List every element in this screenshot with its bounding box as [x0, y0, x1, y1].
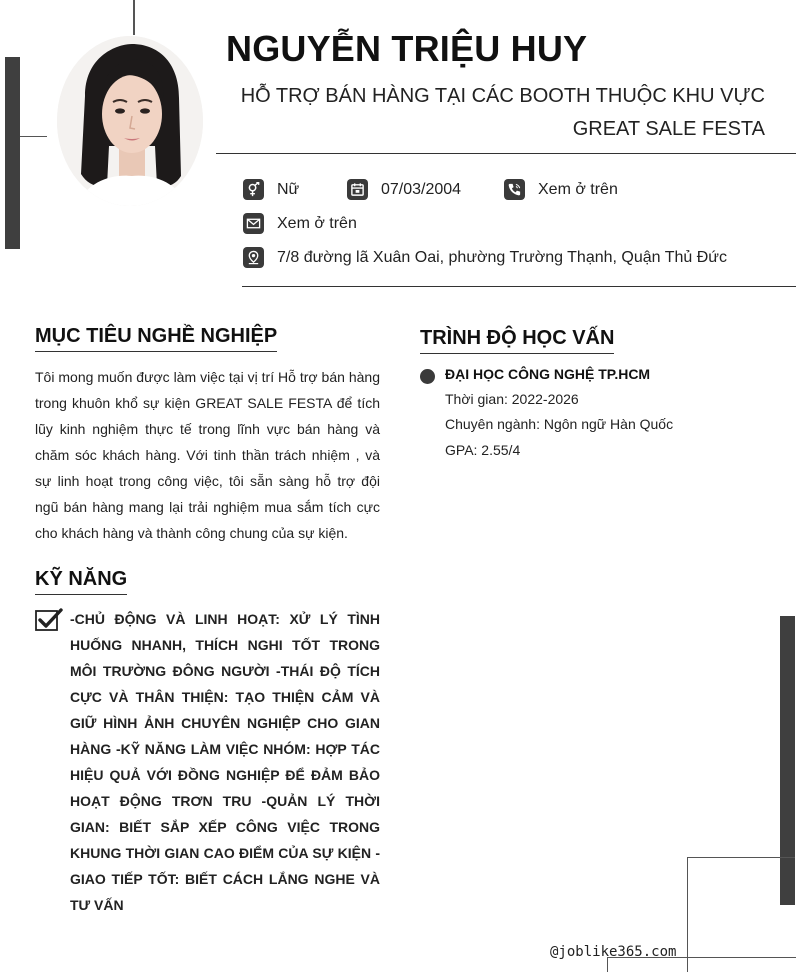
header-divider: [216, 153, 796, 154]
contact-email: [243, 213, 357, 234]
left-tick-line: [20, 136, 47, 137]
checkbox-check-icon: [35, 608, 63, 632]
phone-icon: [504, 179, 525, 200]
left-accent-bar: [5, 57, 20, 249]
job-position-line-2: GREAT SALE FESTA: [572, 118, 765, 140]
education-time: Thời gian: 2022-2026: [445, 391, 579, 407]
email-value: Xem ở trên: [277, 214, 357, 232]
birthday-value: 07/03/2004: [381, 180, 462, 198]
calendar-icon: [347, 179, 368, 200]
education-gpa: GPA: 2.55/4: [445, 442, 521, 458]
watermark-text: @joblike365.com: [550, 944, 677, 960]
phone-value: Xem ở trên: [538, 180, 618, 198]
objective-text: Tôi mong muốn được làm việc tại vị trí Hỗ trợ bán hàng trong khuôn khổ sự kiện GREAT SALE FESTA để tích lũy kinh nghiệm thực tế trong lĩnh vực bán hàng và chăm sóc khách hàng. Với tinh thần trách nhiệm , và sự linh hoạt trong công việc, tôi sẵn sàng hỗ trợ đội ngũ bán hàng mang lại trải nghiệm mua sắm tích cực cho khách hàng và thành công chung của sự kiện.: [35, 369, 380, 541]
location-icon: [243, 247, 264, 268]
contact-birthday: [347, 179, 461, 200]
contact-address: [243, 247, 727, 268]
skills-text: -CHỦ ĐỘNG VÀ LINH HOẠT: XỬ LÝ TÌNH HUỐNG NHANH, THÍCH NGHI TỐT TRONG MÔI TRƯỜNG ĐÔNG NGƯỜI -THÁI ĐỘ TÍCH CỰC VÀ THÂN THIỆN: TẠO THIỆN CẢM VÀ GIỮ HÌNH ẢNH CHUYÊN NGHIỆP CHO GIAN HÀNG -KỸ NĂNG LÀM VIỆC NHÓM: HỢP TÁC HIỆU QUẢ VỚI ĐỒNG NGHIỆP ĐỂ ĐẢM BẢO HOẠT ĐỘNG TRƠN TRU -QUẢN LÝ THỜI GIAN: BIẾT SẮP XẾP CÔNG VIỆC TRONG KHUNG THỜI GIAN CAO ĐIỂM CỦA SỰ KIỆN -GIAO TIẾP TỐT: BIẾT CÁCH LẮNG NGHE VÀ TƯ VẤN: [70, 611, 380, 913]
skills-heading: KỸ NĂNG: [35, 568, 127, 595]
gender-value: Nữ: [277, 180, 300, 198]
education-bullet: [420, 369, 435, 384]
contact-gender: [243, 179, 299, 200]
contact-phone: [504, 179, 618, 200]
objective-heading: MỤC TIÊU NGHỀ NGHIỆP: [35, 325, 277, 352]
candidate-name: NGUYỄN TRIỆU HUY: [226, 28, 588, 69]
education-school: ĐẠI HỌC CÔNG NGHỆ TP.HCM: [445, 366, 651, 382]
top-tick-line: [133, 0, 135, 35]
avatar: [57, 36, 203, 206]
address-value: 7/8 đường lã Xuân Oai, phường Trường Thạnh, Quận Thủ Đức: [277, 248, 727, 266]
education-major: Chuyên ngành: Ngôn ngữ Hàn Quốc: [445, 416, 674, 432]
job-position-line-1: HỖ TRỢ BÁN HÀNG TẠI CÁC BOOTH THUỘC KHU VỰC: [240, 85, 765, 107]
email-icon: [243, 213, 264, 234]
corner-box-decoration: [687, 857, 795, 972]
gender-icon: [243, 179, 264, 200]
education-heading: TRÌNH ĐỘ HỌC VẤN: [420, 327, 614, 354]
contact-divider: [242, 286, 796, 287]
job-position: [225, 80, 765, 146]
